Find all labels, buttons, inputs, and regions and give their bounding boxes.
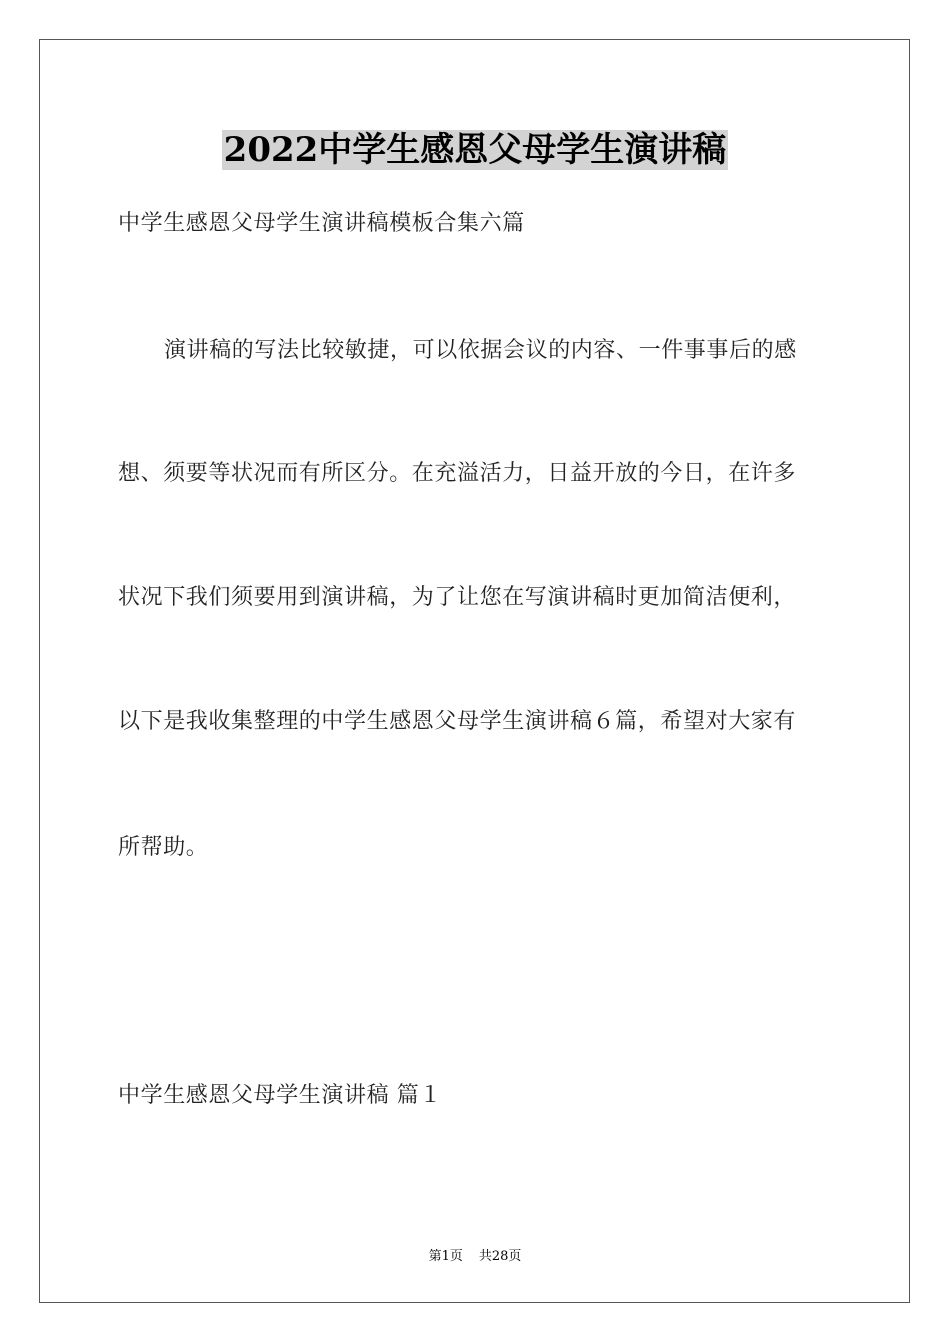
document-title-text: 2022中学生感恩父母学生演讲稿 [223,130,727,170]
paragraph-line: 想、须要等状况而有所区分。在充溢活力，日益开放的今日，在许多 [118,461,797,486]
paragraph-line: 所帮助。 [118,835,209,860]
page-total: 共28页 [478,1249,522,1264]
paragraph-line: 演讲稿的写法比较敏捷，可以依据会议的内容、一件事事后的感 [164,338,797,363]
paragraph-line: 以下是我收集整理的中学生感恩父母学生演讲稿６篇，希望对大家有 [118,709,797,734]
paragraph-line: 状况下我们须要用到演讲稿，为了让您在写演讲稿时更加简洁便利， [118,585,797,610]
document-title [0,128,950,172]
page-footer [0,1248,950,1266]
document-subtitle: 中学生感恩父母学生演讲稿模板合集六篇 [118,211,525,236]
page-number: 第1页 [428,1249,463,1264]
section-heading: 中学生感恩父母学生演讲稿 篇１ [118,1083,442,1108]
